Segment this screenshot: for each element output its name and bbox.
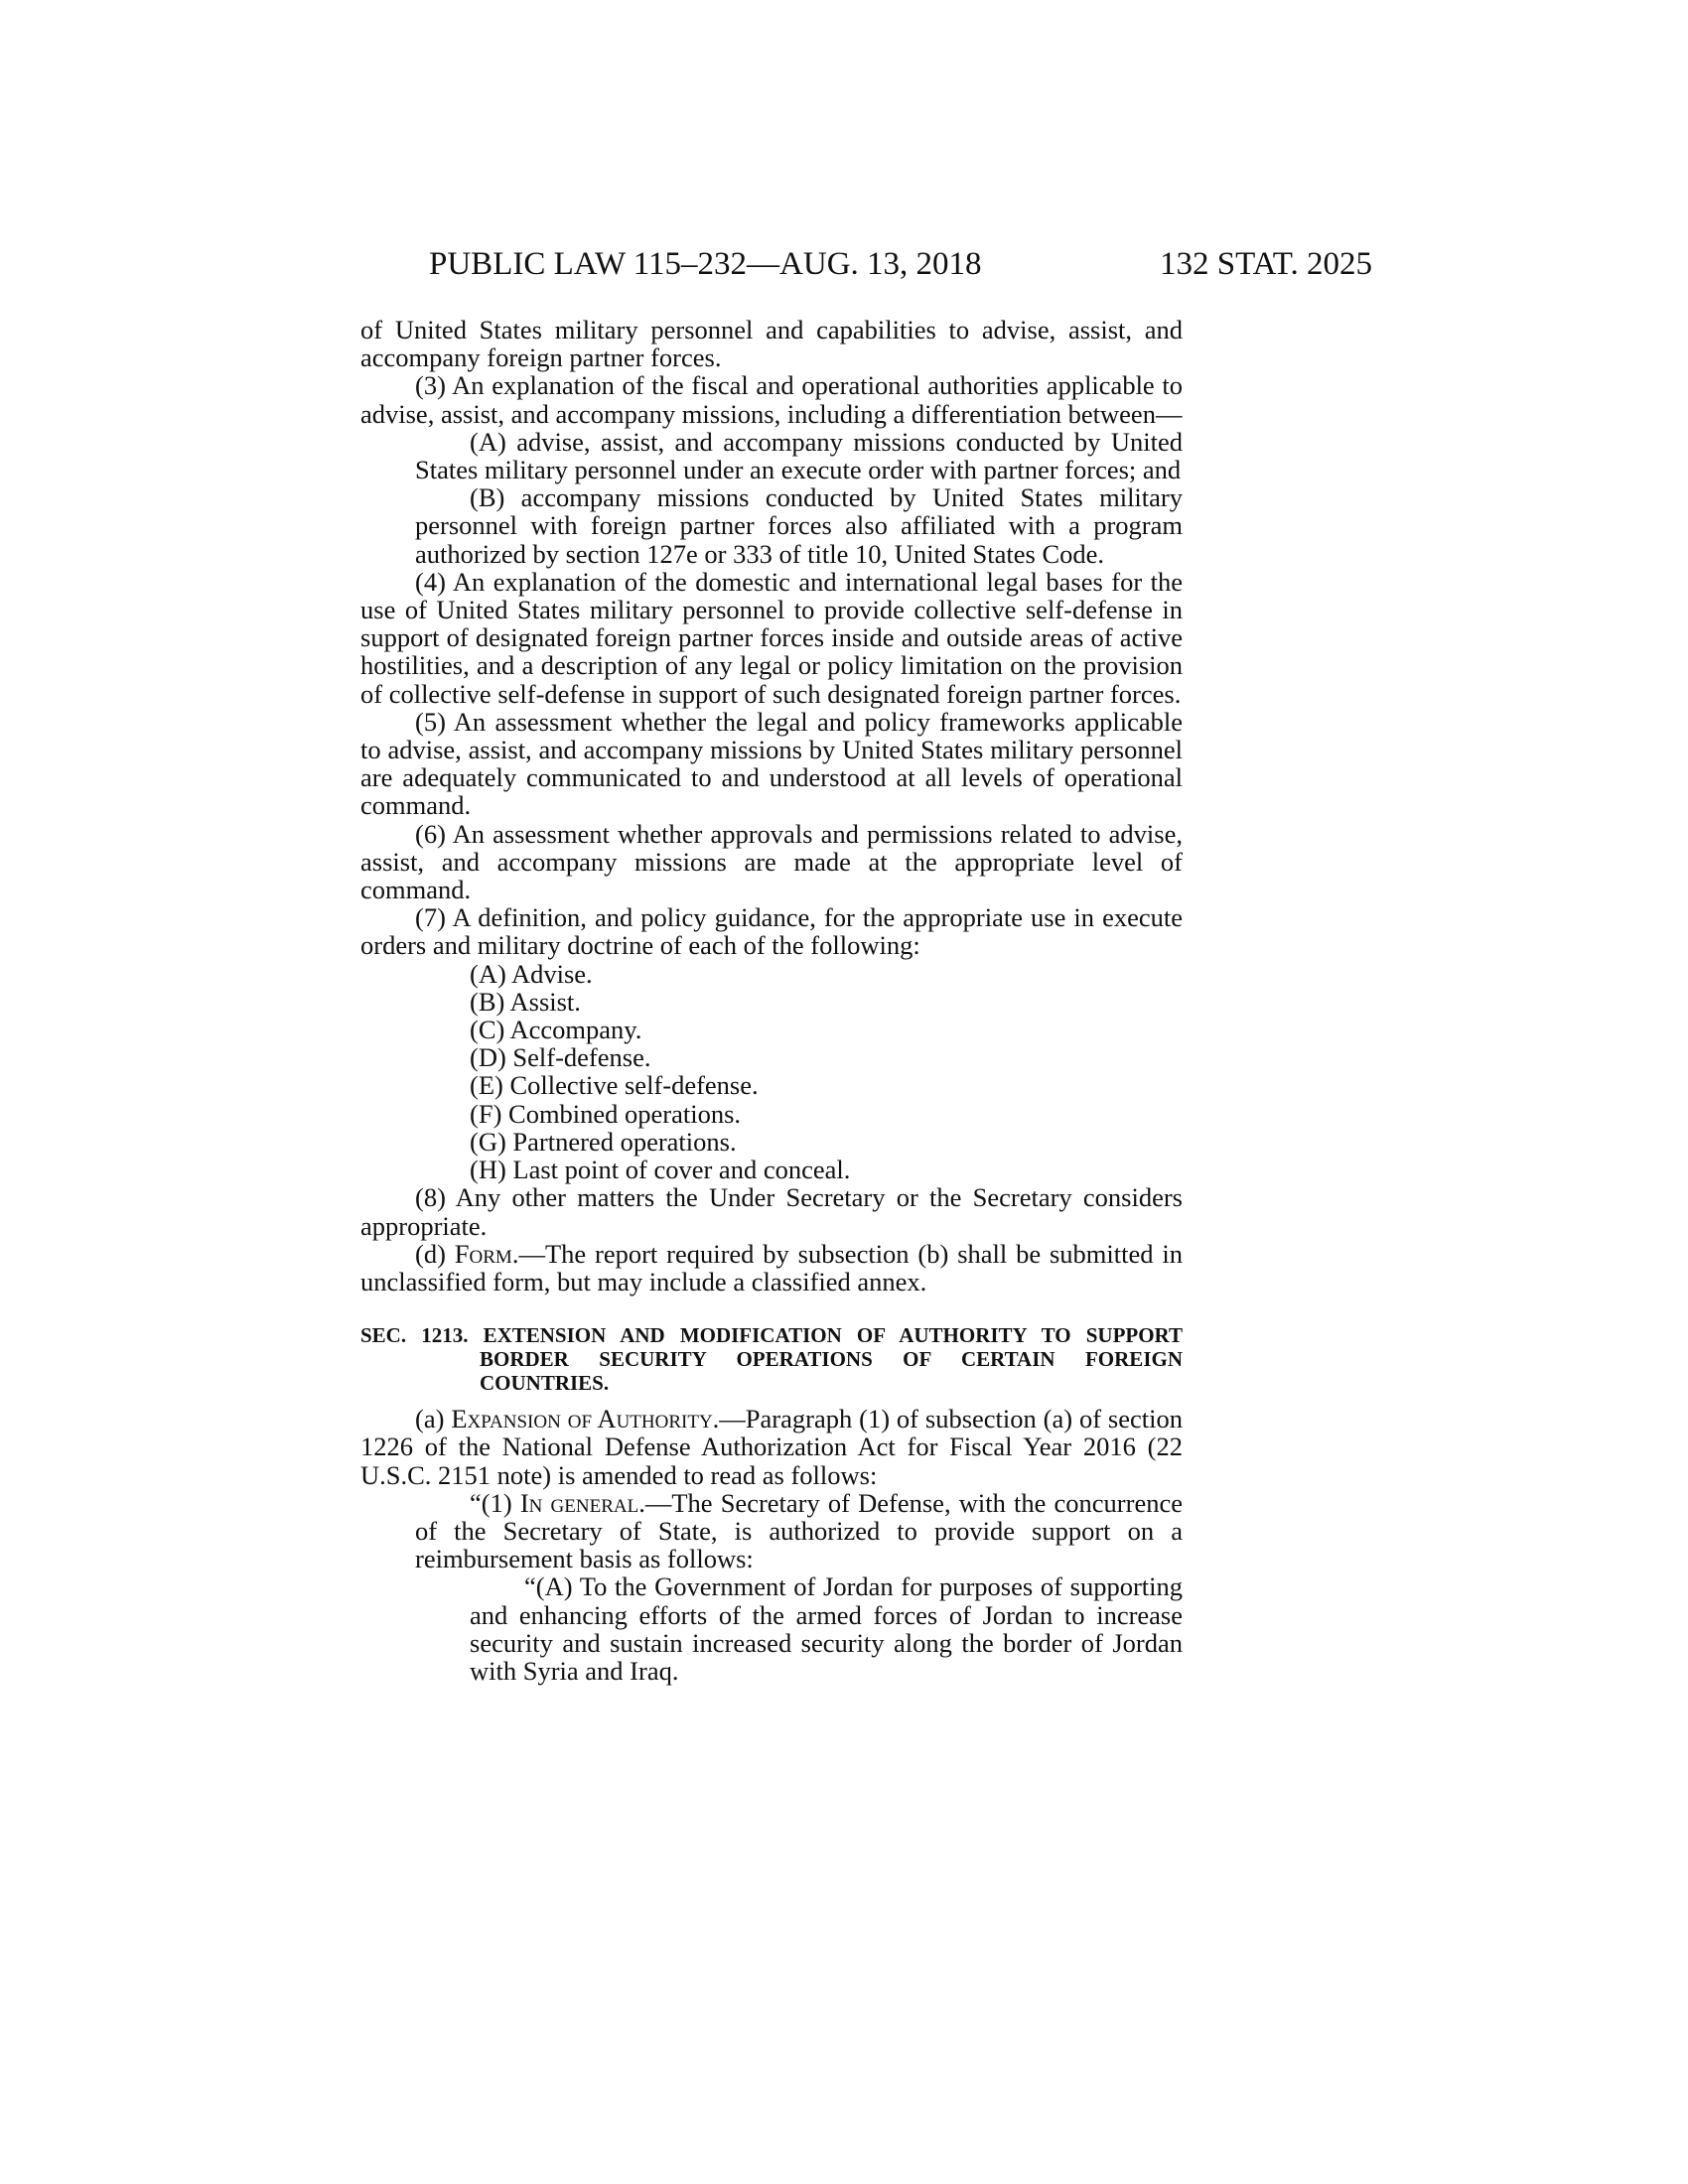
subparagraph-3b: (B) accompany missions conducted by United States military personnel with foreign partner forces also affiliated with a program authorized by section 127e or 333 of title 10, United States Code. bbox=[415, 482, 1183, 569]
quoted-paragraph-1-heading: In general bbox=[519, 1487, 639, 1518]
subsection-d-heading: Form bbox=[454, 1238, 512, 1269]
running-head: PUBLIC LAW 115–232—AUG. 13, 2018 bbox=[429, 246, 982, 282]
subsection-a-prefix: (a) bbox=[415, 1404, 452, 1434]
paragraph-5: (5) An assessment whether the legal and policy frameworks applicable to advise, assist, and accompany missions by United States military personnel are adequately communicated to and understood at all levels of operational command. bbox=[360, 706, 1183, 821]
list-item: (B) Assist. bbox=[470, 986, 581, 1017]
definition-list bbox=[360, 960, 1183, 1184]
subsection-a bbox=[360, 1405, 1183, 1489]
paragraph-3: (3) An explanation of the fiscal and operational authorities applicable to advise, assist, and accompany missions, including a differentiation between— bbox=[360, 370, 1183, 429]
list-item: (D) Self-defense. bbox=[470, 1042, 651, 1073]
list-item: (E) Collective self-defense. bbox=[470, 1070, 759, 1101]
subsection-d bbox=[360, 1240, 1183, 1296]
list-item: (F) Combined operations. bbox=[470, 1098, 742, 1129]
list-item: (A) Advise. bbox=[470, 958, 593, 989]
subsection-d-prefix: (d) bbox=[415, 1238, 455, 1269]
continuation-paragraph: of United States military personnel and capabilities to advise, assist, and accompany foreign partner forces. bbox=[360, 315, 1183, 373]
page-stat-number: 132 STAT. 2025 bbox=[1159, 246, 1372, 282]
subsection-a-heading: Expansion of Authority bbox=[451, 1404, 713, 1434]
quoted-paragraph-1-prefix: “(1) bbox=[470, 1487, 520, 1518]
paragraph-7: (7) A definition, and policy guidance, for the appropriate use in execute orders and military doctrine of each of the following: bbox=[360, 902, 1183, 961]
paragraph-8: (8) Any other matters the Under Secretary or the Secretary considers appropriate. bbox=[360, 1182, 1183, 1241]
list-item: (G) Partnered operations. bbox=[470, 1126, 737, 1157]
subsection-d-text: .—The report required by subsection (b) shall be submitted in unclassified form, but may include a classified annex. bbox=[360, 1238, 1184, 1297]
list-item: (H) Last point of cover and conceal. bbox=[470, 1155, 851, 1185]
quoted-paragraph-1 bbox=[360, 1489, 1183, 1573]
paragraph-6: (6) An assessment whether approvals and permissions related to advise, assist, and accompany missions are made at the appropriate level of command. bbox=[360, 818, 1183, 905]
section-heading: SEC. 1213. EXTENSION AND MODIFICATION OF AUTHORITY TO SUPPORT BORDER SECURITY OPERATIONS OF CERTAIN FOREIGN COUNTRIES. bbox=[360, 1323, 1183, 1396]
quoted-subparagraph-a: “(A) To the Government of Jordan for purposes of supporting and enhancing efforts of the armed forces of Jordan to increase security and sustain increased security along the border of Jordan with Syria and Iraq. bbox=[470, 1571, 1183, 1686]
page-header bbox=[429, 246, 1372, 296]
quoted-paragraph-1-text: .—The Secretary of Defense, with the concurrence of the Secretary of State, is authorized to provide support on a reimbursement basis as follows: bbox=[415, 1487, 1183, 1574]
subparagraph-3a: (A) advise, assist, and accompany missions conducted by United States military personnel under an execute order with partner forces; and bbox=[415, 426, 1183, 485]
subsection-a-text: .—Paragraph (1) of subsection (a) of section 1226 of the National Defense Authorization Act for Fiscal Year 2016 (22 U.S.C. 2151 note) is amended to read as follows: bbox=[360, 1404, 1183, 1490]
document-body bbox=[360, 316, 1183, 1685]
list-item: (C) Accompany. bbox=[470, 1015, 642, 1045]
paragraph-4: (4) An explanation of the domestic and international legal bases for the use of United States military personnel to provide collective self-defense in support of designated foreign partner forces inside and outside areas of active hostilities, and a description of any legal or policy limitation on the provision of collective self-defense in support of such designated foreign partner forces. bbox=[360, 566, 1183, 709]
